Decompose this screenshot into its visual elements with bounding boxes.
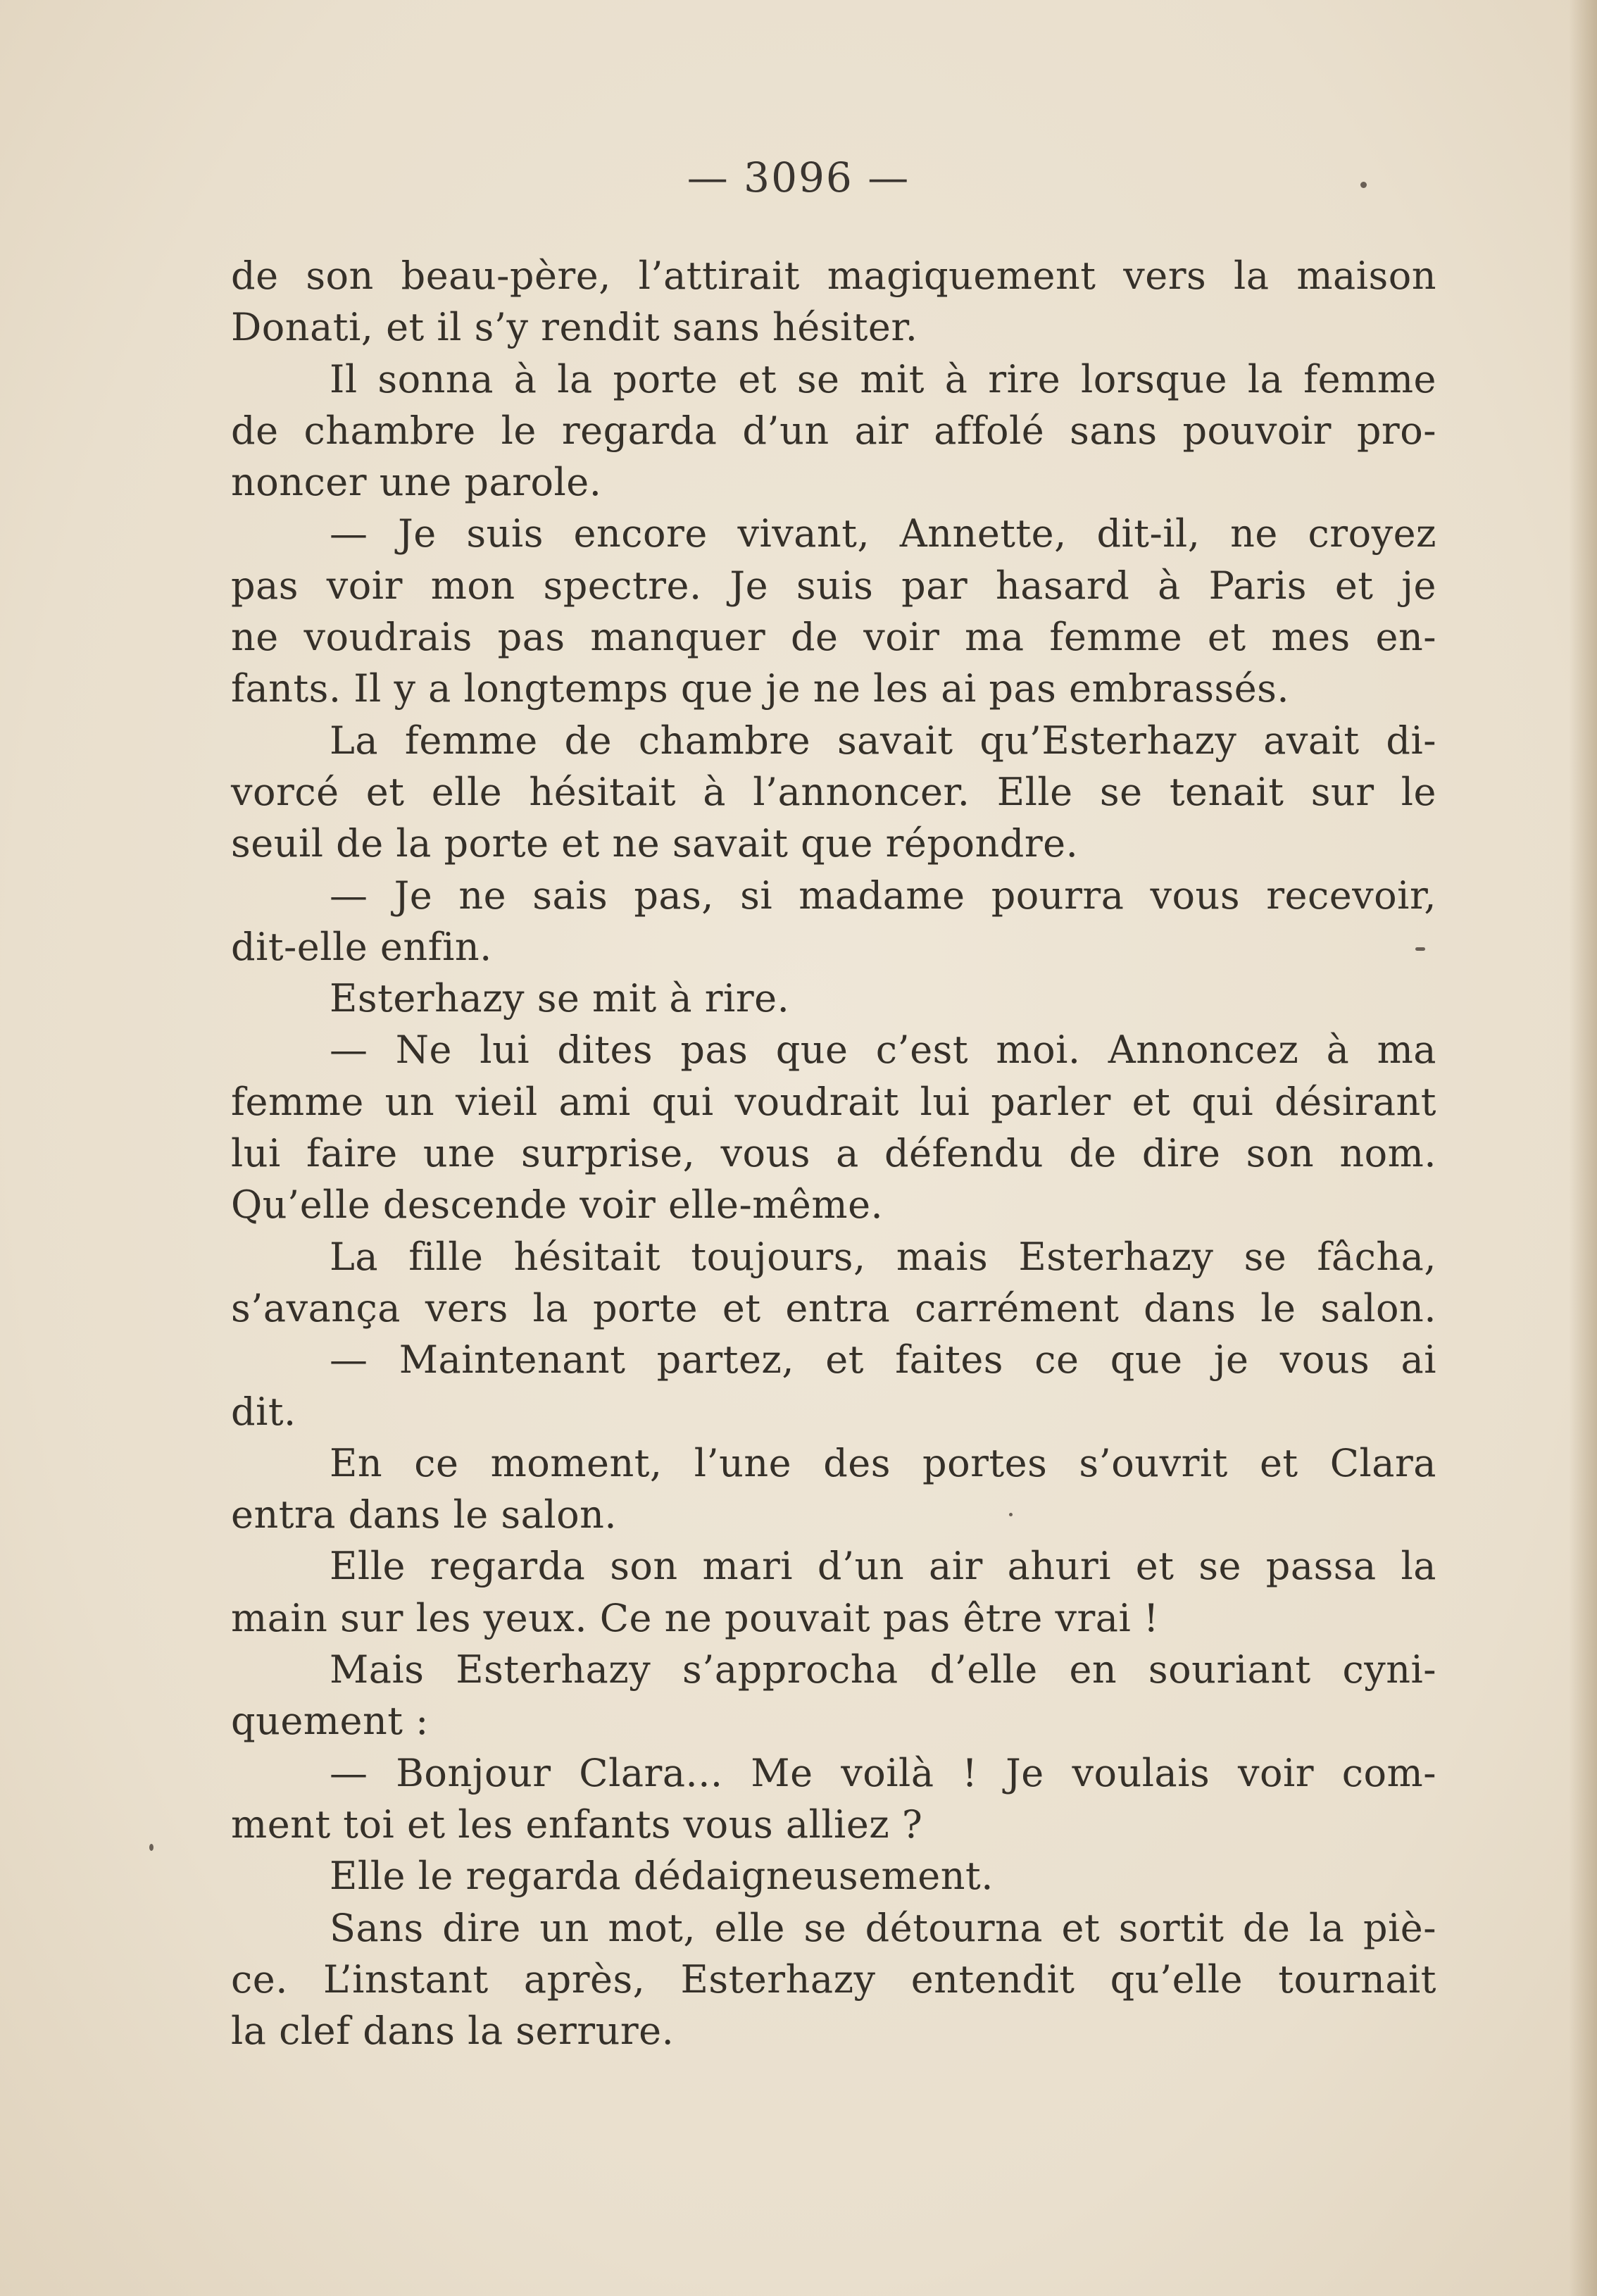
text-line: Qu’elle descende voir elle-même. [231, 1183, 884, 1228]
text-line: En ce moment, l’une des portes s’ouvrit et Clara [330, 1440, 1436, 1485]
text-line: dit-elle enfin. [231, 924, 492, 969]
text-line: — Bonjour Clara... Me voilà ! Je voulais voir com- [330, 1750, 1436, 1795]
text-line: seuil de la porte et ne savait que répondre. [231, 821, 1079, 866]
text-line: Elle regarda son mari d’un air ahuri et se passa la [330, 1544, 1436, 1589]
text-line: — Je ne sais pas, si madame pourra vous recevoir, [330, 873, 1436, 918]
text-line: main sur les yeux. Ce ne pouvait pas être vrai ! [231, 1595, 1160, 1640]
text-line: entra dans le salon. [231, 1492, 618, 1537]
text-line: s’avança vers la porte et entra carrément dans le salon. [231, 1285, 1436, 1330]
text-line: de chambre le regarda d’un air affolé sans pouvoir pro- [231, 408, 1436, 453]
page-edge-shadow [1569, 0, 1597, 2296]
text-line: ment toi et les enfants vous alliez ? [231, 1802, 923, 1847]
text-line: Mais Esterhazy s’approcha d’elle en souriant cyni- [330, 1647, 1436, 1692]
text-line: fants. Il y a longtemps que je ne les ai pas embrassés. [231, 666, 1290, 711]
ink-speck [149, 1844, 154, 1851]
ink-speck [1009, 1513, 1013, 1516]
text-line: femme un vieil ami qui voudrait lui parler et qui désirant [231, 1079, 1436, 1124]
body-text [231, 250, 1436, 2057]
text-line: La femme de chambre savait qu’Esterhazy avait di- [330, 718, 1436, 763]
text-line: ce. L’instant après, Esterhazy entendit qu’elle tournait [231, 1957, 1436, 2002]
text-line: la clef dans la serrure. [231, 2009, 675, 2054]
text-line: — Ne lui dites pas que c’est moi. Annoncez à ma [330, 1028, 1436, 1073]
ink-speck [1415, 947, 1425, 951]
ink-speck [1360, 182, 1367, 188]
text-line: noncer une parole. [231, 460, 602, 505]
text-line: quement : [231, 1699, 429, 1744]
text-line: lui faire une surprise, vous a défendu de dire son nom. [231, 1131, 1436, 1176]
text-line: dit. [231, 1389, 296, 1434]
text-line: Elle le regarda dédaigneusement. [330, 1854, 994, 1899]
text-line: Donati, et il s’y rendit sans hésiter. [231, 305, 918, 350]
text-line: Esterhazy se mit à rire. [330, 976, 790, 1021]
text-line: ne voudrais pas manquer de voir ma femme et mes en- [231, 615, 1436, 660]
text-line: de son beau-père, l’attirait magiquement vers la maison [231, 254, 1436, 298]
page-number: — 3096 — [687, 154, 910, 201]
text-line: pas voir mon spectre. Je suis par hasard à Paris et je [231, 563, 1436, 608]
text-line: — Je suis encore vivant, Annette, dit-il, ne croyez [330, 511, 1436, 556]
text-line: La fille hésitait toujours, mais Esterhazy se fâcha, [330, 1234, 1436, 1279]
text-line: vorcé et elle hésitait à l’annoncer. Elle se tenait sur le [231, 769, 1436, 814]
text-line: Il sonna à la porte et se mit à rire lorsque la femme [330, 356, 1436, 401]
text-line: Sans dire un mot, elle se détourna et sortit de la piè- [330, 1905, 1436, 1950]
text-line: — Maintenant partez, et faites ce que je vous ai [330, 1337, 1436, 1383]
